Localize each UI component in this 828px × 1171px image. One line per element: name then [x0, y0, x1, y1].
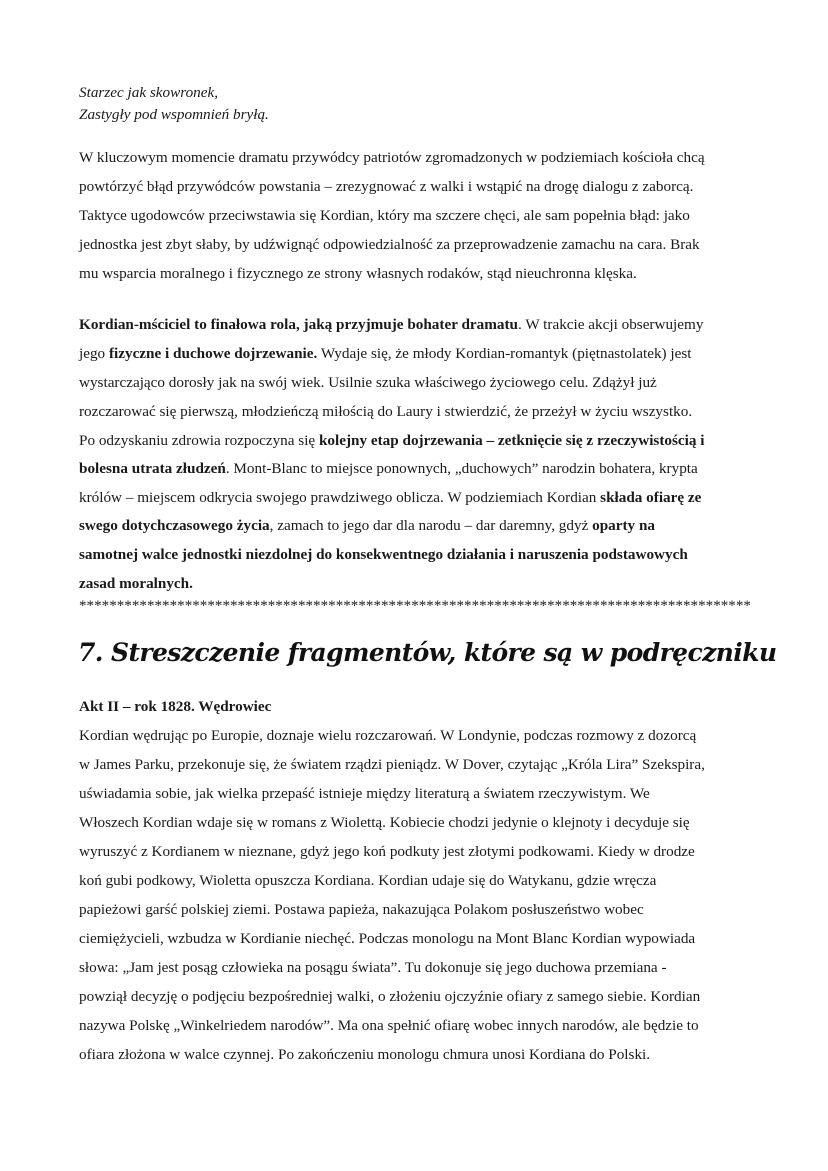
bold-phrase: samotnej walce jednostki niezdolnej do konsekwentnego działania i naruszenia podstawowych	[79, 546, 688, 563]
bold-phrase: Kordian-mściciel to finałowa rola, jaką przyjmuje bohater dramatu	[79, 316, 518, 333]
para2-line	[79, 315, 703, 335]
bold-phrase: kolejny etap dojrzewania – zetknięcie się z rzeczywistością i	[318, 432, 705, 449]
text-span: Wydaje się, że młody Kordian-romantyk (piętnastolatek) jest	[317, 345, 692, 362]
para1-line: W kluczowym momencie dramatu przywódcy patriotów zgromadzonych w podziemiach kościoła chcą	[79, 149, 705, 166]
section-line: powziął decyzję o podjęciu bezpośredniej walki, o złożeniu ojczyźnie ofiary z samego siebie. Kordian	[79, 988, 701, 1005]
para2-line: wystarczająco dorosły jak na swój wiek. Usilnie szuka właściwego życiowego celu. Zdążył już	[79, 374, 657, 391]
section-line: ciemiężycieli, wzbudza w Kordianie niechęć. Podczas monologu na Mont Blanc Kordian wypowiada	[79, 930, 696, 947]
text-span: jego	[79, 345, 109, 362]
bold-phrase: składa ofiarę ze	[600, 489, 702, 506]
para2-line	[79, 545, 688, 565]
poem-line-1: Starzec jak skowronek,	[79, 84, 219, 101]
bold-phrase: fizyczne i duchowe dojrzewanie.	[108, 345, 318, 362]
text-span: . W trakcie akcji obserwujemy	[518, 316, 704, 333]
section-line: koń gubi podkowy, Wioletta opuszcza Kordiana. Kordian udaje się do Watykanu, gdzie wręcza	[79, 872, 657, 889]
para1-line: mu wsparcia moralnego i fizycznego ze strony własnych rodaków, stąd nieuchronna klęska.	[79, 265, 637, 282]
poem-line-2: Zastygły pod wspomnień bryłą.	[79, 106, 269, 123]
text-span: królów – miejscem odkrycia swojego prawdziwego oblicza. W podziemiach Kordian	[79, 489, 601, 506]
para1-line: Taktyce ugodowców przeciwstawia się Kordian, który ma szczere chęci, ale sam popełnia błąd: jako	[79, 207, 690, 224]
bold-phrase: swego dotychczasowego życia	[79, 517, 270, 534]
section-line: w James Parku, przekonuje się, że światem rządzi pieniądz. W Dover, czytając „Króla Lira” Szekspira,	[79, 756, 705, 773]
para2-line	[79, 344, 692, 364]
section-line: wyruszyć z Kordianem w nieznane, gdyż jego koń podkuty jest złotymi podkowami. Kiedy w drodze	[79, 843, 695, 860]
para2-line	[79, 488, 701, 508]
section-line: papieżowi garść polskiej ziemi. Postawa papieża, nakazująca Polakom posłuszeństwo wobec	[79, 901, 644, 918]
text-span: Po odzyskaniu zdrowia rozpoczyna się	[79, 432, 319, 449]
para2-line	[79, 431, 704, 451]
para2-line: rozczarować się pierwszą, młodzieńczą miłością do Laury i stwierdzić, że przeżył w życiu wszystko.	[79, 403, 693, 420]
section-line: słowa: „Jam jest posąg człowieka na posągu świata”. Tu dokonuje się jego duchowa przemiana -	[79, 959, 667, 976]
section-line: nazywa Polskę „Winkelriedem narodów”. Ma ona spełnić ofiarę wobec innych narodów, ale będzie to	[79, 1017, 699, 1034]
bold-phrase: zasad moralnych.	[79, 575, 193, 592]
bold-phrase: oparty na	[592, 517, 655, 534]
para2-line	[79, 574, 193, 594]
para1-line: jednostka jest zbyt słaby, by udźwignąć odpowiedzialność za przeprowadzenie zamachu na cara. Brak	[79, 236, 700, 253]
subsection-title: Akt II – rok 1828. Wędrowiec	[79, 698, 272, 715]
section-heading: 7. Streszczenie fragmentów, które są w podręczniku	[78, 638, 777, 667]
text-span: , zamach to jego dar dla narodu – dar daremny, gdyż	[269, 517, 593, 534]
section-line: uświadamia sobie, jak wielka przepaść istnieje między literaturą a światem rzeczywistym. We	[79, 785, 650, 802]
section-line: Włoszech Kordian wdaje się w romans z Wiolettą. Kobiecie chodzi jedynie o klejnoty i decyduje się	[79, 814, 690, 831]
bold-phrase: bolesna utrata złudzeń	[79, 460, 226, 477]
section-line: ofiara złożona w walce czynnej. Po zakończeniu monologu chmura unosi Kordiana do Polski.	[79, 1046, 651, 1063]
para2-line	[79, 459, 698, 479]
para2-line	[79, 516, 655, 536]
section-line: Kordian wędrując po Europie, doznaje wielu rozczarowań. W Londynie, podczas rozmowy z dozorcą	[79, 727, 697, 744]
para1-line: powtórzyć błąd przywódców powstania – zrezygnować z walki i wstąpić na drogę dialogu z zaborcą.	[79, 178, 694, 195]
asterisk-separator: *****************************************************************************************	[79, 598, 751, 614]
text-span: . Mont-Blanc to miejsce ponownych, „duchowych” narodzin bohatera, krypta	[225, 460, 698, 477]
